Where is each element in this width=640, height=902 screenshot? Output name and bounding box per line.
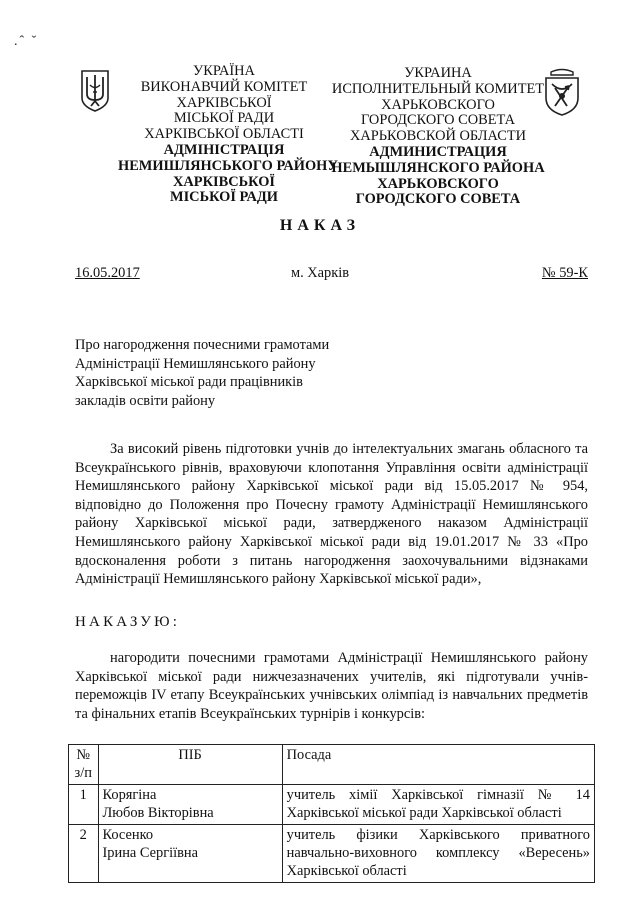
table-row bbox=[69, 784, 595, 824]
document-title: НАКАЗ bbox=[279, 217, 361, 234]
header-ua-bold-line: ХАРКІВСЬКОЇ bbox=[173, 173, 275, 190]
row-name bbox=[98, 784, 282, 824]
header-ru-line: УКРАИНА bbox=[404, 65, 472, 81]
header-ukrainian bbox=[118, 63, 338, 206]
subject-line: закладів освіти району bbox=[75, 392, 216, 409]
header-ua-line: МІСЬКОЇ РАДИ bbox=[173, 110, 275, 127]
header-ru-bold-line: АДМИНИСТРАЦИЯ bbox=[369, 143, 507, 160]
header-position: Посада bbox=[282, 745, 594, 785]
subject-line: Про нагородження почесними грамотами bbox=[75, 337, 330, 353]
subject-line: Адміністрації Немишлянського району bbox=[75, 355, 316, 372]
table-row bbox=[69, 824, 595, 882]
header-name: ПІБ bbox=[98, 745, 282, 785]
header-ua-line: ВИКОНАВЧИЙ КОМІТЕТ bbox=[140, 78, 308, 95]
row-name-line: Корягіна bbox=[102, 786, 157, 803]
row-number: 2 bbox=[69, 824, 99, 882]
header-ru-bold-line: ГОРОДСКОГО СОВЕТА bbox=[355, 191, 521, 208]
trident-emblem-icon bbox=[80, 68, 110, 112]
row-name-line: Любов Вікторівна bbox=[102, 805, 214, 822]
order-number: № 59-К bbox=[541, 265, 588, 281]
header-ru-line: ИСПОЛНИТЕЛЬНЫЙ КОМИТЕТ bbox=[331, 80, 545, 97]
awardees-table bbox=[68, 744, 595, 883]
header-ua-line: УКРАЇНА bbox=[193, 63, 255, 79]
row-number: 1 bbox=[69, 784, 99, 824]
order-paragraph: нагородити почесними грамотами Адміністрації Немишлянського району Харківської міської ради нижчезазначених учителів, які підготували учнів-переможців IV етапу Всеукраїнських учнівських олімпіад із навчальних предметів та фінальних етапів Всеукраїнських турнірів і конкурсів: bbox=[75, 650, 588, 722]
order-city: м. Харків bbox=[290, 265, 350, 281]
header-ru-line: ХАРЬКОВСКОГО bbox=[381, 96, 495, 113]
subject-line: Харківської міської ради працівників bbox=[75, 374, 303, 391]
row-name-line: Ірина Сергіївна bbox=[102, 845, 199, 862]
header-ru-bold-line: ХАРЬКОВСКОГО bbox=[377, 175, 499, 192]
header-ua-line: ХАРКІВСЬКОЇ ОБЛАСТІ bbox=[144, 126, 304, 143]
row-name bbox=[98, 824, 282, 882]
header-ua-bold-line: МІСЬКОЇ РАДИ bbox=[170, 189, 278, 206]
header-ua-bold-line: НЕМИШЛЯНСЬКОГО РАЙОНУ bbox=[118, 157, 338, 174]
header-ru-bold-line: НЕМЫШЛЯНСКОГО РАЙОНА bbox=[331, 159, 545, 176]
preamble-paragraph: За високий рівень підготовки учнів до інтелектуальних змагань обласного та Всеукраїнського рівнів, враховуючи клопотання Управління освіти адміністрації Немишлянського району Харківської міської ради від 15.05.2017 № 954, відповідно до Положення про Почесну грамоту Адміністрації Немишлянського району Харківської міської ради, затвердженого наказом Адміністрації Немишлянського району Харківської міської ради від 19.01.2017 № 33 «Про вдосконалення роботи з питань нагородження заохочувальними відзнаками Адміністрації Немишлянського району Харківської міської ради», bbox=[75, 441, 588, 588]
header-ua-line: ХАРКІВСЬКОЇ bbox=[176, 94, 272, 111]
header-ru-line: ГОРОДСКОГО СОВЕТА bbox=[360, 112, 516, 129]
scan-mark: .ˆ ˇ bbox=[14, 34, 39, 49]
order-heading: НАКАЗУЮ: bbox=[75, 614, 181, 630]
row-position: учитель фізики Харківського приватного навчально-виховного комплексу «Вересень» Харківської області bbox=[282, 824, 594, 882]
header-ua-bold-line: АДМІНІСТРАЦІЯ bbox=[163, 141, 285, 158]
header-ru-line: ХАРЬКОВСКОЙ ОБЛАСТИ bbox=[349, 128, 527, 145]
order-subject bbox=[75, 336, 395, 410]
table-header-row bbox=[69, 745, 595, 785]
header-russian bbox=[327, 66, 549, 208]
header-number: № з/п bbox=[69, 745, 99, 785]
row-position: учитель хімії Харківської гімназії № 14 Харківської міської ради Харківської області bbox=[282, 784, 594, 824]
row-name-line: Косенко bbox=[102, 826, 154, 843]
order-date: 16.05.2017 bbox=[75, 265, 140, 281]
